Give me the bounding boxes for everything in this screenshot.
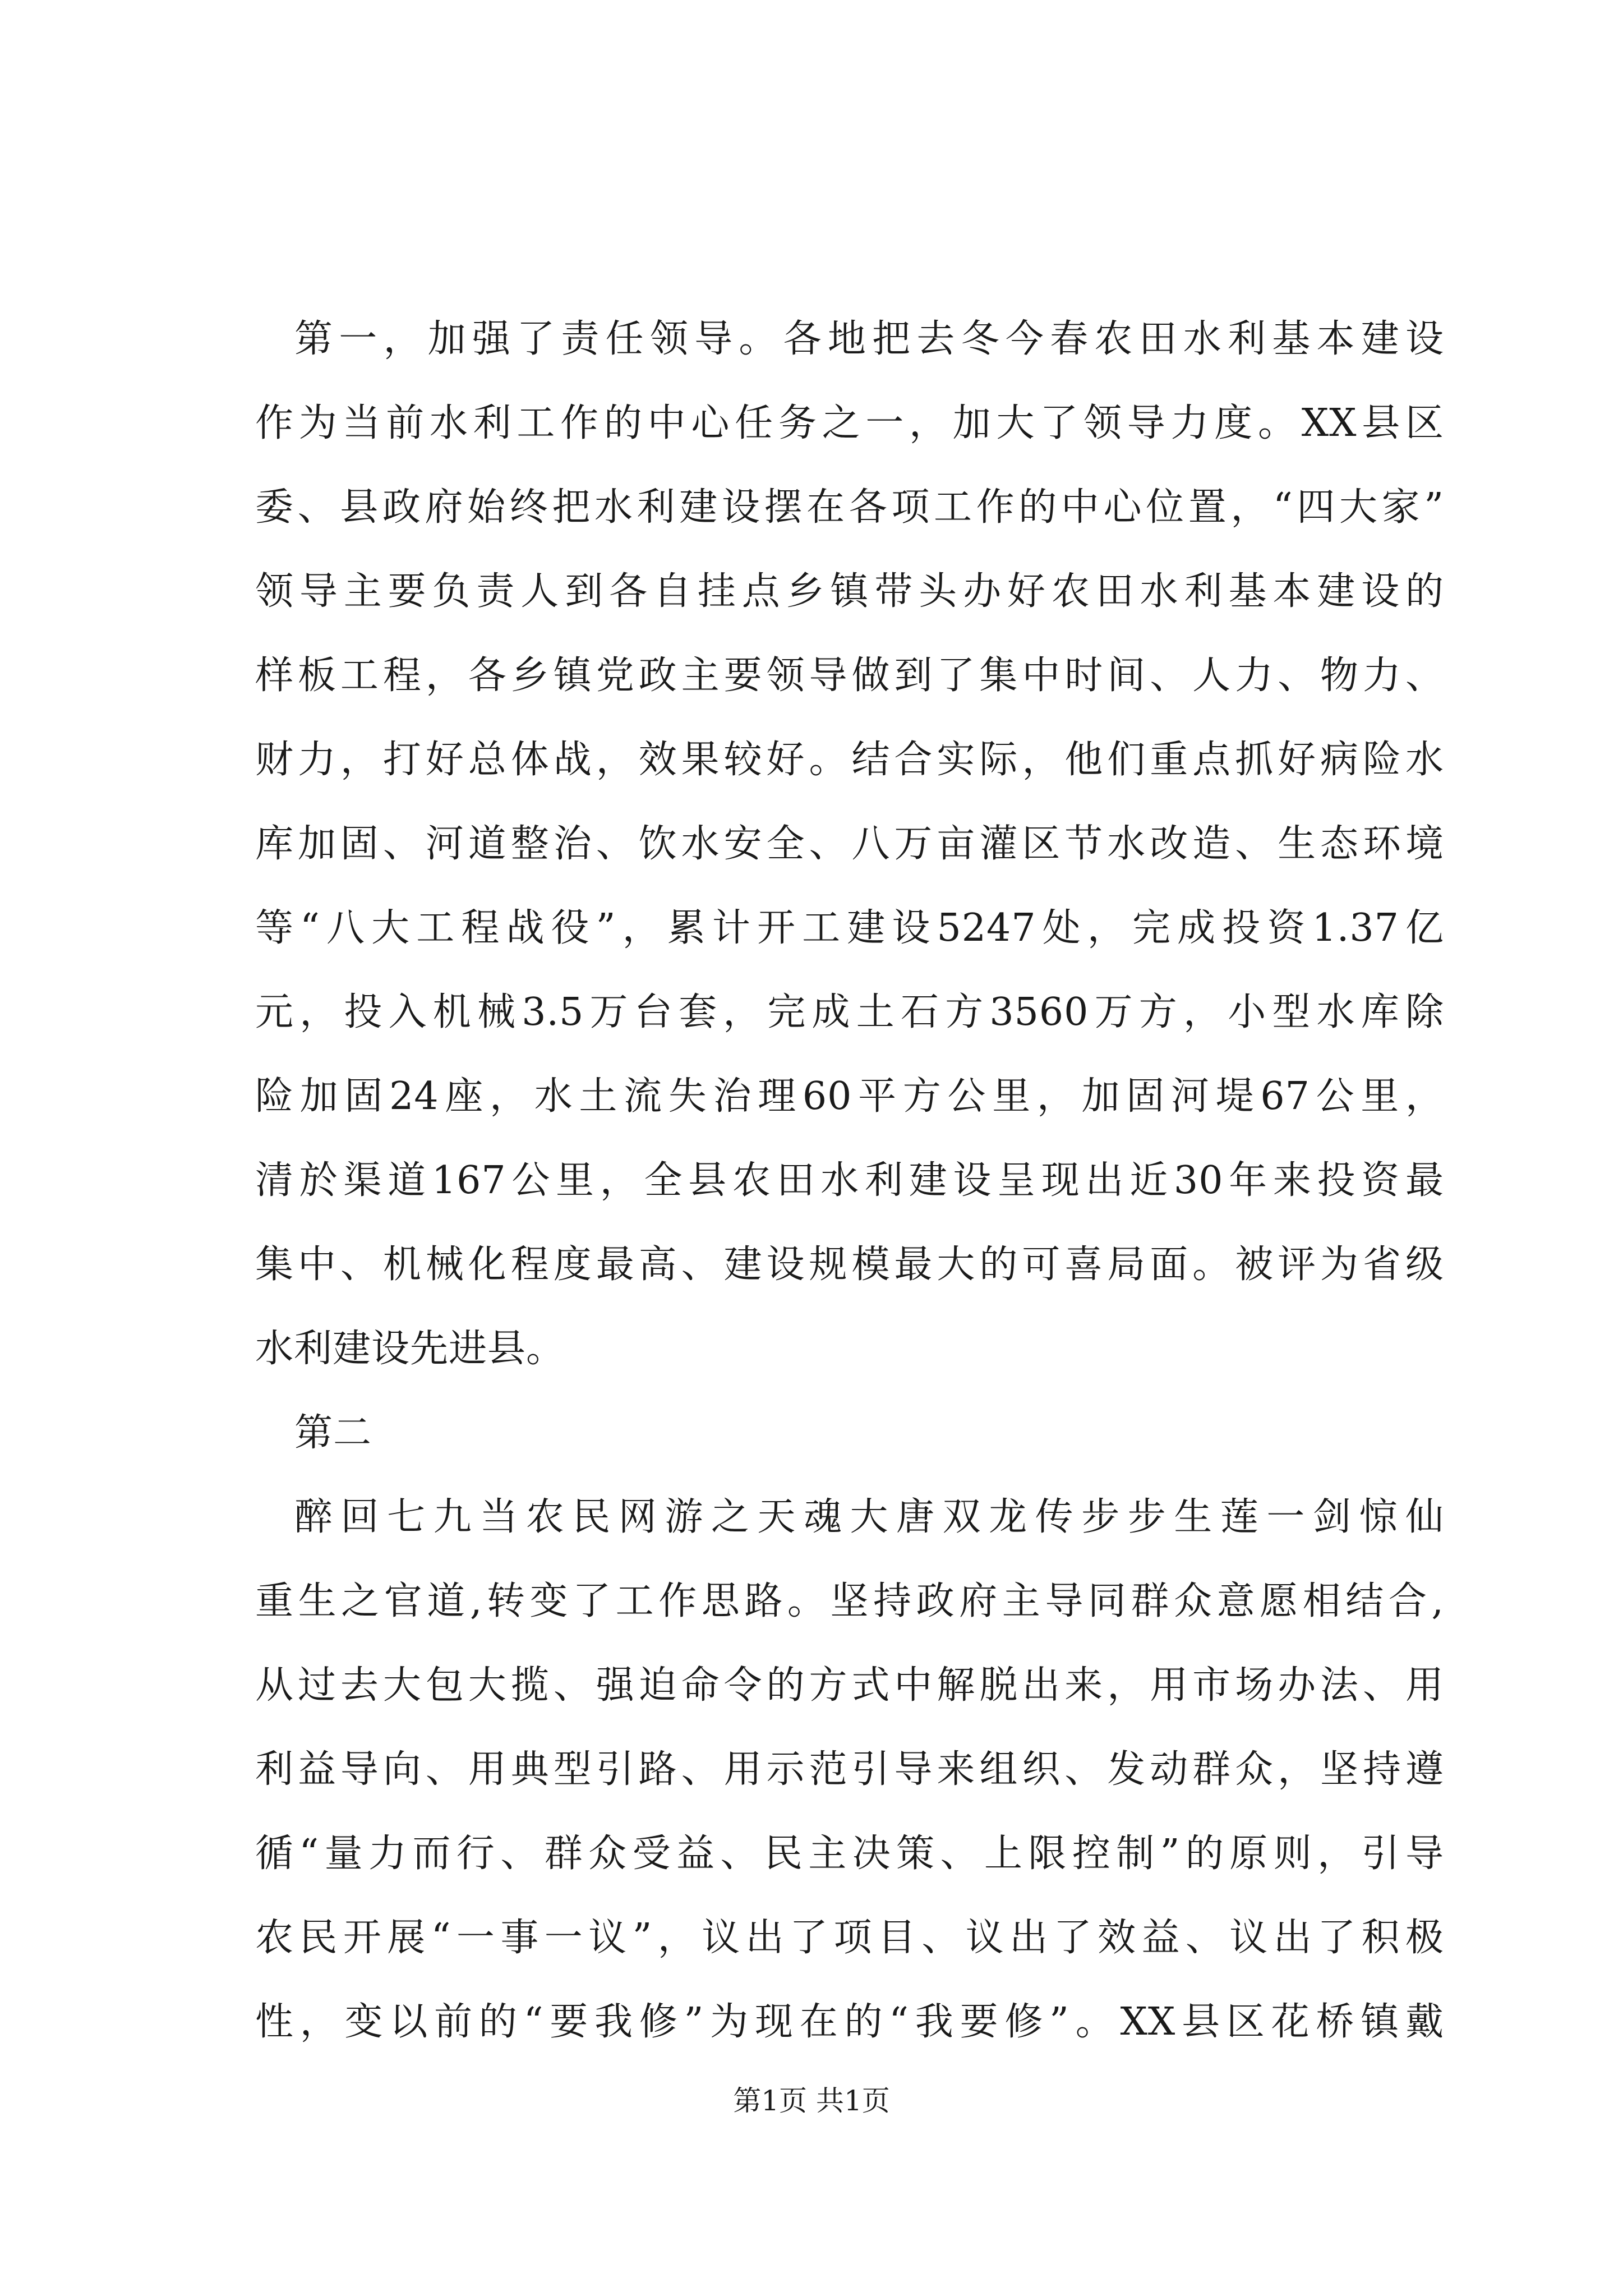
paragraph-1-line-6: 财力，打好总体战，效果较好。结合实际，他们重点抓好病险水	[255, 738, 1444, 782]
paragraph-3-line-3: 从过去大包大揽、强迫命令的方式中解脱出来，用市场办法、用	[255, 1663, 1444, 1708]
paragraph-3-line-7: 性，变以前的“要我修”为现在的“我要修”。XX县区花桥镇戴	[255, 2000, 1444, 2044]
paragraph-1-line-9: 元，投入机械3.5万台套，完成土石方3560万方，小型水库除	[255, 990, 1444, 1034]
paragraph-1-line-1: 第一，加强了责任领导。各地把去冬今春农田水利基本建设	[294, 317, 1444, 361]
paragraph-3-line-4: 利益导向、用典型引路、用示范引导来组织、发动群众，坚持遵	[255, 1747, 1444, 1792]
paragraph-1-line-3: 委、县政府始终把水利建设摆在各项工作的中心位置，“四大家”	[255, 485, 1444, 530]
page-footer	[0, 2078, 1623, 2123]
paragraph-3-line-1: 醉回七九当农民网游之天魂大唐双龙传步步生莲一剑惊仙	[294, 1495, 1444, 1539]
paragraph-1-line-8: 等“八大工程战役”，累计开工建设5247处，完成投资1.37亿	[255, 906, 1444, 950]
paragraph-2-line-1: 第二	[294, 1411, 372, 1455]
paragraph-3-line-2: 重生之官道,转变了工作思路。坚持政府主导同群众意愿相结合,	[255, 1579, 1444, 1623]
paragraph-1-line-10: 险加固24座，水土流失治理60平方公里，加固河堤67公里，	[255, 1074, 1444, 1119]
paragraph-1-line-13: 水利建设先进县。	[255, 1327, 565, 1371]
page-number-label: 第1页 共1页	[733, 2085, 890, 2117]
paragraph-3-line-6: 农民开展“一事一议”，议出了项目、议出了效益、议出了积极	[255, 1916, 1444, 1960]
paragraph-1-line-2: 作为当前水利工作的中心任务之一，加大了领导力度。XX县区	[255, 401, 1444, 445]
paragraph-1-line-7: 库加固、河道整治、饮水安全、八万亩灌区节水改造、生态环境	[255, 822, 1444, 866]
paragraph-3-line-5: 循“量力而行、群众受益、民主决策、上限控制”的原则，引导	[255, 1832, 1444, 1876]
paragraph-1-line-11: 清於渠道167公里，全县农田水利建设呈现出近30年来投资最	[255, 1158, 1444, 1203]
paragraph-1-line-12: 集中、机械化程度最高、建设规模最大的可喜局面。被评为省级	[255, 1243, 1444, 1287]
paragraph-1-line-4: 领导主要负责人到各自挂点乡镇带头办好农田水利基本建设的	[255, 569, 1444, 614]
paragraph-1-line-5: 样板工程，各乡镇党政主要领导做到了集中时间、人力、物力、	[255, 654, 1444, 698]
